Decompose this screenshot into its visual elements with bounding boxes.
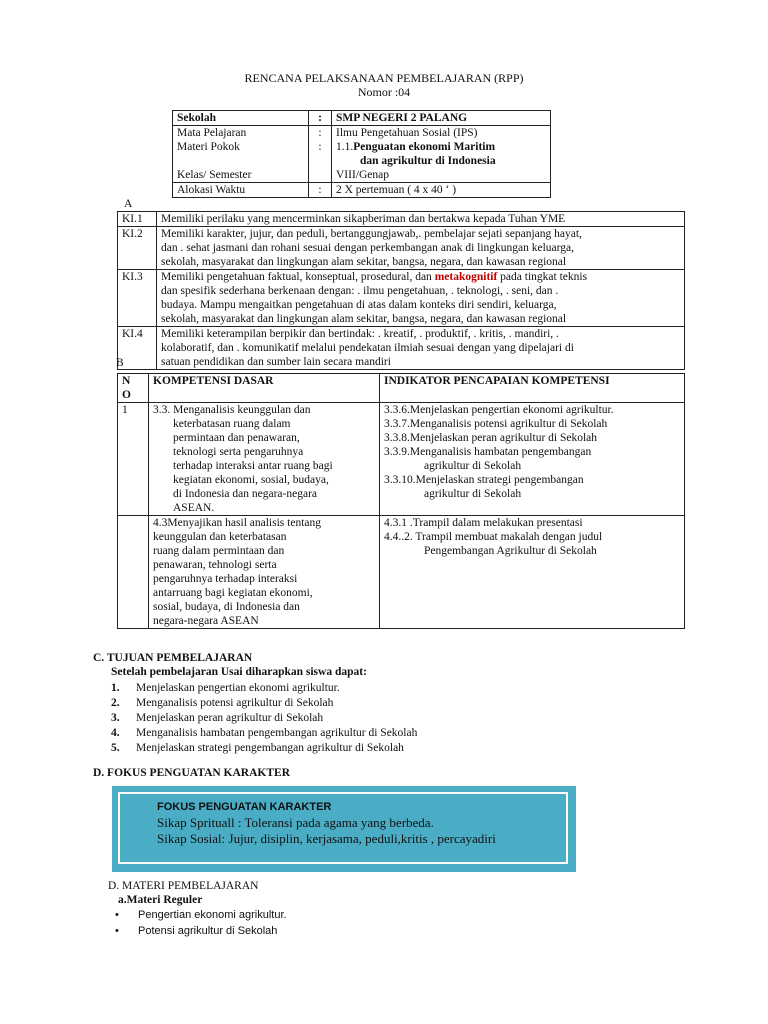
kd-line: penawaran, tehnologi serta — [153, 559, 277, 571]
item-number: 3. — [111, 712, 120, 724]
ki-line: Memiliki karakter, jujur, dan peduli, bertanggungjawab,. pembelajar sejati sepanjang hayat, — [161, 228, 582, 240]
section-d-title: D. FOKUS PENGUATAN KARAKTER — [93, 767, 290, 779]
identity-table — [172, 110, 551, 198]
section-c-subtitle: Setelah pembelajaran Usai diharapkan siswa dapat: — [111, 666, 367, 678]
kd-line: sosial, budaya, di Indonesia dan — [153, 601, 300, 613]
table-row — [118, 227, 685, 270]
ki-code: KI.2 — [118, 227, 157, 270]
ki-text — [157, 270, 685, 327]
section-a-label: A — [124, 198, 133, 210]
ipk-line: Pengembangan Agrikultur di Sekolah — [424, 545, 597, 557]
header-text: O — [122, 389, 131, 401]
separator: : — [309, 183, 332, 198]
ipk-line: 3.3.8.Menjelaskan peran agrikultur di Sekolah — [384, 432, 598, 444]
table-row — [118, 403, 685, 516]
ki-code: KI.4 — [118, 327, 157, 370]
kd-line: antarruang bagi kegiatan ekonomi, — [153, 587, 313, 599]
list-item — [111, 726, 417, 741]
list-item — [111, 741, 417, 756]
kd-header: KOMPETENSI DASAR — [149, 374, 380, 403]
ki-line: sekolah, masyarakat dan lingkungan alam sekitar, bangsa, negara, dan kawasan regional — [161, 313, 567, 325]
time-value: 2 X pertemuan ( 4 x 40 ‘ ) — [332, 183, 551, 198]
row-number — [118, 516, 149, 629]
ki-line: Memiliki perilaku yang mencerminkan sikapberiman dan bertakwa kepada Tuhan YME — [161, 213, 566, 225]
core-competence-table — [117, 211, 685, 370]
item-number: 2. — [111, 697, 120, 709]
social-attitude: Sikap Sosial: Jujur, disiplin, kerjasama, peduli,kritis , percayadiri — [157, 831, 496, 846]
list-item — [111, 681, 417, 696]
kd-line: ASEAN. — [173, 502, 215, 514]
basic-competence-table — [117, 373, 685, 629]
list-item — [111, 711, 417, 726]
kd-line: 4.3Menyajikan hasil analisis tentang — [153, 517, 321, 529]
kd-text — [149, 516, 380, 629]
document-number: Nomor :04 — [357, 85, 411, 99]
section-c-title: C. TUJUAN PEMBELAJARAN — [93, 652, 253, 664]
time-label: Alokasi Waktu — [173, 183, 309, 198]
objectives-list — [111, 681, 417, 756]
school-label: Sekolah — [173, 111, 309, 126]
kd-line: keunggulan dan keterbatasan — [153, 531, 287, 543]
table-row — [118, 270, 685, 327]
ipk-line: agrikultur di Sekolah — [424, 460, 522, 472]
class-value: VIII/Genap — [332, 168, 551, 183]
kd-line: negara-negara ASEAN — [153, 615, 259, 627]
ipk-line: 3.3.7.Menganalisis potensi agrikultur di Sekolah — [384, 418, 608, 430]
list-item — [111, 696, 417, 711]
ipk-line: 4.4..2. Trampil membuat makalah dengan judul — [384, 531, 603, 543]
table-row — [118, 212, 685, 227]
separator — [309, 168, 332, 183]
kd-line: teknologi serta pengaruhnya — [173, 446, 304, 458]
table-row — [173, 111, 551, 126]
ki-text — [157, 227, 685, 270]
section-materi-subtitle: a.Materi Reguler — [118, 894, 203, 906]
ki-line: Memiliki keterampilan berpikir dan bertindak: . kreatif, . produktif, . kritis, . mandiri, . — [161, 328, 559, 340]
ipk-line: 3.3.9.Menganalisis hambatan pengembangan — [384, 446, 592, 458]
kd-line: keterbatasan ruang dalam — [173, 418, 291, 430]
kd-line: di Indonesia dan negara-negara — [173, 488, 317, 500]
item-number: 1. — [111, 682, 120, 694]
item-number: 4. — [111, 727, 120, 739]
table-row — [173, 140, 551, 168]
item-text: Pengertian ekonomi agrikultur. — [138, 909, 287, 921]
item-text: Menganalisis potensi agrikultur di Sekolah — [136, 697, 334, 709]
table-header-row — [118, 374, 685, 403]
table-row — [118, 516, 685, 629]
ipk-text — [380, 516, 685, 629]
ki-line: satuan pendidikan dan sumber lain secara mandiri — [161, 356, 391, 368]
character-focus-box — [112, 786, 576, 872]
list-item — [115, 923, 287, 939]
item-text: Menganalisis hambatan pengembangan agrikultur di Sekolah — [136, 727, 418, 739]
item-text: Potensi agrikultur di Sekolah — [138, 925, 278, 937]
section-materi-title: D. MATERI PEMBELAJARAN — [108, 880, 259, 892]
ki-code: KI.1 — [118, 212, 157, 227]
table-row — [173, 126, 551, 141]
table-row — [173, 168, 551, 183]
item-text: Menjelaskan pengertian ekonomi agrikultur. — [136, 682, 340, 694]
kd-text — [149, 403, 380, 516]
topic-line-1: Penguatan ekonomi Maritim — [353, 141, 496, 153]
separator: : — [309, 111, 332, 126]
bullet-icon: • — [115, 925, 119, 937]
ki-code: KI.3 — [118, 270, 157, 327]
ipk-line: 3.3.6.Menjelaskan pengertian ekonomi agrikultur. — [384, 404, 614, 416]
document-title: RENCANA PELAKSANAAN PEMBELAJARAN (RPP) — [244, 71, 524, 85]
item-text: Menjelaskan peran agrikultur di Sekolah — [136, 712, 324, 724]
kd-line: permintaan dan penawaran, — [173, 432, 300, 444]
ipk-line: 3.3.10.Menjelaskan strategi pengembangan — [384, 474, 584, 486]
ipk-header: INDIKATOR PENCAPAIAN KOMPETENSI — [380, 374, 685, 403]
kd-line: terhadap interaksi antar ruang bagi — [173, 460, 333, 472]
ki-line: dan spesifik sederhana berkenaan dengan: . ilmu pengetahuan, . teknologi, . seni, dan . — [161, 285, 559, 297]
school-value: SMP NEGERI 2 PALANG — [332, 111, 551, 126]
kd-line: 3.3. Menganalisis keunggulan dan — [153, 404, 311, 416]
ki-text — [157, 327, 685, 370]
item-number: 5. — [111, 742, 120, 754]
subject-value: Ilmu Pengetahuan Sosial (IPS) — [332, 126, 551, 141]
subject-label: Mata Pelajaran — [173, 126, 309, 141]
ki-line: budaya. Mampu mengaitkan pengetahuan di atas dalam konteks diri sendiri, keluarga, — [161, 299, 557, 311]
topic-value — [332, 140, 551, 168]
kd-line: ruang dalam permintaan dan — [153, 545, 285, 557]
ki-text — [157, 212, 685, 227]
topic-label: Materi Pokok — [173, 140, 309, 168]
ipk-text — [380, 403, 685, 516]
kd-line: pengaruhnya terhadap interaksi — [153, 573, 298, 585]
bullet-icon: • — [115, 909, 119, 921]
ki-line: kolaboratif, dan . komunikatif melalui pendekatan ilmiah sesuai dengan yang dipelajari di — [161, 342, 574, 354]
table-row — [118, 327, 685, 370]
highlighted-word: metakognitif — [434, 271, 498, 283]
ki-line: pada tingkat teknis — [497, 271, 588, 283]
kd-line: kegiatan ekonomi, sosial, budaya, — [173, 474, 329, 486]
ki-line: dan . sehat jasmani dan rohani sesuai dengan perkembangan anak di lingkungan keluarga, — [161, 242, 575, 254]
item-text: Menjelaskan strategi pengembangan agrikultur di Sekolah — [136, 742, 404, 754]
ipk-line: 4.3.1 .Trampil dalam melakukan presentasi — [384, 517, 583, 529]
ki-line: sekolah, masyarakat dan lingkungan alam sekitar, bangsa, negara, dan kawasan regional — [161, 256, 567, 268]
section-b-label: B — [116, 357, 124, 369]
header-text: N — [122, 375, 131, 387]
materials-list — [115, 907, 287, 939]
separator: : — [309, 140, 332, 168]
box-heading: FOKUS PENGUATAN KARAKTER — [157, 801, 332, 813]
topic-prefix: 1.1. — [336, 141, 354, 153]
no-header — [118, 374, 149, 403]
spiritual-attitude: Sikap Sprituall : Toleransi pada agama yang berbeda. — [157, 815, 434, 830]
class-label: Kelas/ Semester — [173, 168, 309, 183]
row-number: 1 — [118, 403, 149, 516]
ipk-line: agrikultur di Sekolah — [424, 488, 522, 500]
topic-line-2: dan agrikultur di Indonesia — [360, 155, 496, 167]
table-row — [173, 183, 551, 198]
separator: : — [309, 126, 332, 141]
ki-line: Memiliki pengetahuan faktual, konseptual, prosedural, dan — [161, 271, 435, 283]
list-item — [115, 907, 287, 923]
